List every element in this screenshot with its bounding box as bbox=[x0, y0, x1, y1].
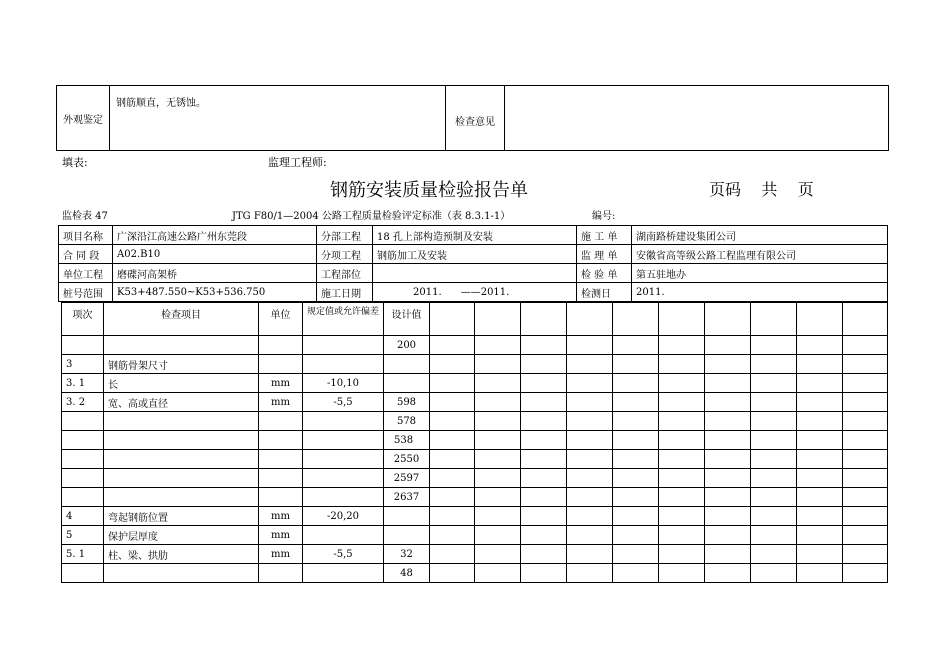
measure-cell[interactable] bbox=[705, 469, 751, 488]
info-value[interactable]: K53+487.550~K53+536.750 bbox=[113, 283, 317, 302]
info-value[interactable] bbox=[373, 264, 577, 283]
header-item: 检查项目 bbox=[104, 303, 259, 336]
measure-cell[interactable] bbox=[797, 412, 843, 431]
header-design: 设计值 bbox=[384, 303, 430, 336]
info-row bbox=[59, 283, 888, 302]
measure-cell[interactable] bbox=[430, 431, 475, 450]
row-unit: mm bbox=[259, 526, 303, 545]
appearance-box bbox=[56, 85, 889, 151]
measure-cell[interactable] bbox=[797, 545, 843, 564]
standard-reference: JTG F80/1—2004 公路工程质量检验评定标准（表 8.3.1-1） bbox=[232, 211, 511, 222]
table-row bbox=[62, 431, 888, 450]
row-number: 4 bbox=[62, 507, 104, 526]
measure-cell[interactable] bbox=[843, 431, 888, 450]
measure-cell[interactable] bbox=[659, 488, 705, 507]
measure-cell[interactable] bbox=[567, 526, 613, 545]
row-number: 3 bbox=[62, 355, 104, 374]
measure-cell[interactable] bbox=[567, 431, 613, 450]
measure-cell[interactable] bbox=[430, 564, 475, 583]
row-tolerance bbox=[303, 564, 384, 583]
measure-cell[interactable] bbox=[613, 393, 659, 412]
info-value[interactable]: A02.B10 bbox=[113, 245, 317, 264]
row-number: 3. 2 bbox=[62, 393, 104, 412]
row-tolerance bbox=[303, 469, 384, 488]
measure-cell[interactable] bbox=[705, 393, 751, 412]
measure-cell[interactable] bbox=[430, 450, 475, 469]
measure-cell[interactable] bbox=[843, 303, 888, 336]
row-item bbox=[104, 450, 259, 469]
row-number bbox=[62, 564, 104, 583]
measure-cell[interactable] bbox=[567, 355, 613, 374]
measure-cell[interactable] bbox=[843, 450, 888, 469]
measure-cell[interactable] bbox=[843, 355, 888, 374]
info-label: 监 理 单 bbox=[577, 245, 632, 264]
measure-cell[interactable] bbox=[430, 469, 475, 488]
row-tolerance bbox=[303, 431, 384, 450]
serial-number-label: 编号: bbox=[592, 211, 616, 222]
inspection-table bbox=[61, 302, 888, 583]
table-row bbox=[62, 526, 888, 545]
measure-cell[interactable] bbox=[613, 412, 659, 431]
row-unit bbox=[259, 469, 303, 488]
measure-cell[interactable] bbox=[567, 336, 613, 355]
row-unit bbox=[259, 488, 303, 507]
row-item: 钢筋骨架尺寸 bbox=[104, 355, 259, 374]
measure-cell[interactable] bbox=[613, 355, 659, 374]
measure-cell[interactable] bbox=[430, 336, 475, 355]
row-unit: mm bbox=[259, 393, 303, 412]
table-row bbox=[62, 488, 888, 507]
info-label: 分部工程 bbox=[317, 226, 373, 245]
measure-cell[interactable] bbox=[751, 374, 797, 393]
measure-cell[interactable] bbox=[751, 469, 797, 488]
opinion-value[interactable] bbox=[505, 86, 889, 151]
info-label: 单位工程 bbox=[59, 264, 113, 283]
measure-cell[interactable] bbox=[751, 450, 797, 469]
row-design-value bbox=[384, 374, 430, 393]
row-design-value bbox=[384, 507, 430, 526]
info-label: 检测日 bbox=[577, 283, 632, 302]
measure-cell[interactable] bbox=[567, 469, 613, 488]
measure-cell[interactable] bbox=[843, 507, 888, 526]
info-value[interactable]: 钢筋加工及安装 bbox=[373, 245, 577, 264]
row-number bbox=[62, 469, 104, 488]
measure-cell[interactable] bbox=[659, 412, 705, 431]
measure-cell[interactable] bbox=[521, 393, 567, 412]
row-tolerance bbox=[303, 526, 384, 545]
measure-cell[interactable] bbox=[797, 393, 843, 412]
row-unit: mm bbox=[259, 507, 303, 526]
measure-cell[interactable] bbox=[430, 374, 475, 393]
row-number: 3. 1 bbox=[62, 374, 104, 393]
measure-cell[interactable] bbox=[475, 450, 521, 469]
measure-cell[interactable] bbox=[797, 355, 843, 374]
measure-cell[interactable] bbox=[797, 488, 843, 507]
measure-cell[interactable] bbox=[659, 507, 705, 526]
measure-cell[interactable] bbox=[659, 469, 705, 488]
measure-cell[interactable] bbox=[659, 374, 705, 393]
row-unit bbox=[259, 450, 303, 469]
measure-cell[interactable] bbox=[430, 507, 475, 526]
measure-cell[interactable] bbox=[475, 393, 521, 412]
measure-cell[interactable] bbox=[751, 488, 797, 507]
engineer-label: 监理工程师: bbox=[268, 156, 327, 169]
measure-cell[interactable] bbox=[521, 355, 567, 374]
measure-cell[interactable] bbox=[705, 526, 751, 545]
measure-cell[interactable] bbox=[567, 545, 613, 564]
info-row bbox=[59, 226, 888, 245]
row-item bbox=[104, 336, 259, 355]
measure-cell[interactable] bbox=[475, 469, 521, 488]
info-row bbox=[59, 245, 888, 264]
row-number bbox=[62, 412, 104, 431]
measure-cell[interactable] bbox=[843, 412, 888, 431]
measure-cell[interactable] bbox=[843, 469, 888, 488]
row-item bbox=[104, 412, 259, 431]
row-tolerance bbox=[303, 488, 384, 507]
measure-cell[interactable] bbox=[659, 393, 705, 412]
page-number-label: 页码 共 页 bbox=[709, 180, 814, 199]
measure-cell[interactable] bbox=[843, 336, 888, 355]
row-item: 弯起钢筋位置 bbox=[104, 507, 259, 526]
info-label: 工程部位 bbox=[317, 264, 373, 283]
table-row bbox=[62, 564, 888, 583]
measure-cell[interactable] bbox=[521, 303, 567, 336]
header-tolerance: 规定值或允许偏差 bbox=[303, 303, 384, 336]
row-design-value: 200 bbox=[384, 336, 430, 355]
row-design-value: 2550 bbox=[384, 450, 430, 469]
measure-cell[interactable] bbox=[705, 355, 751, 374]
info-label: 桩号范围 bbox=[59, 283, 113, 302]
table-row bbox=[62, 450, 888, 469]
measure-cell[interactable] bbox=[430, 355, 475, 374]
measure-cell[interactable] bbox=[705, 507, 751, 526]
info-label: 检 验 单 bbox=[577, 264, 632, 283]
measure-cell[interactable] bbox=[567, 488, 613, 507]
measure-cell[interactable] bbox=[613, 431, 659, 450]
measure-cell[interactable] bbox=[751, 355, 797, 374]
measure-cell[interactable] bbox=[797, 564, 843, 583]
measure-cell[interactable] bbox=[659, 450, 705, 469]
measure-cell[interactable] bbox=[705, 545, 751, 564]
header-unit: 单位 bbox=[259, 303, 303, 336]
row-design-value: 2637 bbox=[384, 488, 430, 507]
measure-cell[interactable] bbox=[567, 412, 613, 431]
row-unit: mm bbox=[259, 545, 303, 564]
measure-cell[interactable] bbox=[843, 488, 888, 507]
measure-cell[interactable] bbox=[521, 469, 567, 488]
filler-label: 填表: bbox=[62, 156, 88, 169]
info-value[interactable]: 磨碟河高架桥 bbox=[113, 264, 317, 283]
measure-cell[interactable] bbox=[521, 507, 567, 526]
measure-cell[interactable] bbox=[613, 450, 659, 469]
measure-cell[interactable] bbox=[751, 393, 797, 412]
measure-cell[interactable] bbox=[475, 564, 521, 583]
row-item: 柱、梁、拱肋 bbox=[104, 545, 259, 564]
measure-cell[interactable] bbox=[521, 564, 567, 583]
measure-cell[interactable] bbox=[521, 450, 567, 469]
measure-cell[interactable] bbox=[521, 374, 567, 393]
row-number bbox=[62, 336, 104, 355]
measure-cell[interactable] bbox=[797, 526, 843, 545]
measure-cell[interactable] bbox=[843, 526, 888, 545]
measure-cell[interactable] bbox=[659, 355, 705, 374]
row-number bbox=[62, 488, 104, 507]
measure-cell[interactable] bbox=[521, 545, 567, 564]
measure-cell[interactable] bbox=[567, 507, 613, 526]
measure-cell[interactable] bbox=[705, 303, 751, 336]
row-item: 长 bbox=[104, 374, 259, 393]
info-label: 分项工程 bbox=[317, 245, 373, 264]
row-unit bbox=[259, 564, 303, 583]
row-number: 5 bbox=[62, 526, 104, 545]
measure-cell[interactable] bbox=[797, 336, 843, 355]
measure-cell[interactable] bbox=[521, 488, 567, 507]
info-label: 施 工 单 bbox=[577, 226, 632, 245]
measure-cell[interactable] bbox=[751, 431, 797, 450]
measure-cell[interactable] bbox=[843, 564, 888, 583]
measure-cell[interactable] bbox=[475, 355, 521, 374]
measure-cell[interactable] bbox=[430, 393, 475, 412]
measure-cell[interactable] bbox=[797, 374, 843, 393]
row-tolerance bbox=[303, 450, 384, 469]
measure-cell[interactable] bbox=[751, 303, 797, 336]
measure-cell[interactable] bbox=[705, 488, 751, 507]
row-unit bbox=[259, 431, 303, 450]
row-tolerance: -5,5 bbox=[303, 393, 384, 412]
row-tolerance: -5,5 bbox=[303, 545, 384, 564]
measure-cell[interactable] bbox=[613, 526, 659, 545]
header-no: 项次 bbox=[62, 303, 104, 336]
row-item: 保护层厚度 bbox=[104, 526, 259, 545]
row-design-value: 48 bbox=[384, 564, 430, 583]
row-item bbox=[104, 488, 259, 507]
measure-cell[interactable] bbox=[613, 545, 659, 564]
measure-cell[interactable] bbox=[613, 488, 659, 507]
table-row bbox=[62, 545, 888, 564]
row-number: 5. 1 bbox=[62, 545, 104, 564]
measure-cell[interactable] bbox=[843, 374, 888, 393]
measure-cell[interactable] bbox=[475, 303, 521, 336]
measure-cell[interactable] bbox=[659, 431, 705, 450]
measure-cell[interactable] bbox=[475, 507, 521, 526]
opinion-label: 检查意见 bbox=[446, 86, 505, 151]
measure-cell[interactable] bbox=[475, 336, 521, 355]
measure-cell[interactable] bbox=[430, 488, 475, 507]
appearance-text: 钢筋顺直，无锈蚀。 bbox=[110, 86, 446, 151]
row-item: 宽、高或直径 bbox=[104, 393, 259, 412]
row-unit bbox=[259, 336, 303, 355]
measure-cell[interactable] bbox=[797, 450, 843, 469]
table-row bbox=[62, 374, 888, 393]
row-design-value bbox=[384, 526, 430, 545]
measure-cell[interactable] bbox=[705, 431, 751, 450]
measure-cell[interactable] bbox=[705, 336, 751, 355]
measure-cell[interactable] bbox=[430, 412, 475, 431]
info-label: 合 同 段 bbox=[59, 245, 113, 264]
measure-cell[interactable] bbox=[751, 526, 797, 545]
appearance-label: 外观鉴定 bbox=[57, 86, 110, 151]
row-design-value: 598 bbox=[384, 393, 430, 412]
info-label: 施工日期 bbox=[317, 283, 373, 302]
page-title: 钢筋安装质量检验报告单 bbox=[330, 180, 528, 201]
table-header-row bbox=[62, 303, 888, 336]
measure-cell[interactable] bbox=[430, 303, 475, 336]
table-row bbox=[62, 469, 888, 488]
measure-cell[interactable] bbox=[843, 393, 888, 412]
measure-cell[interactable] bbox=[613, 564, 659, 583]
measure-cell[interactable] bbox=[659, 336, 705, 355]
info-value[interactable]: 第五驻地办 bbox=[632, 264, 888, 283]
measure-cell[interactable] bbox=[705, 374, 751, 393]
measure-cell[interactable] bbox=[521, 336, 567, 355]
row-item bbox=[104, 431, 259, 450]
info-value[interactable]: 18 孔上部构造预制及安装 bbox=[373, 226, 577, 245]
row-unit bbox=[259, 355, 303, 374]
measure-cell[interactable] bbox=[475, 374, 521, 393]
measure-cell[interactable] bbox=[659, 303, 705, 336]
measure-cell[interactable] bbox=[751, 336, 797, 355]
measure-cell[interactable] bbox=[751, 545, 797, 564]
table-row bbox=[62, 355, 888, 374]
row-design-value: 2597 bbox=[384, 469, 430, 488]
row-design-value: 578 bbox=[384, 412, 430, 431]
measure-cell[interactable] bbox=[613, 303, 659, 336]
measure-cell[interactable] bbox=[613, 336, 659, 355]
measure-cell[interactable] bbox=[475, 488, 521, 507]
measure-cell[interactable] bbox=[751, 564, 797, 583]
measure-cell[interactable] bbox=[613, 469, 659, 488]
measure-cell[interactable] bbox=[705, 564, 751, 583]
measure-cell[interactable] bbox=[751, 412, 797, 431]
table-row bbox=[62, 336, 888, 355]
measure-cell[interactable] bbox=[659, 564, 705, 583]
table-row bbox=[62, 507, 888, 526]
table-row bbox=[62, 393, 888, 412]
measure-cell[interactable] bbox=[843, 545, 888, 564]
project-info-table bbox=[58, 225, 888, 302]
info-label: 项目名称 bbox=[59, 226, 113, 245]
row-unit: mm bbox=[259, 374, 303, 393]
form-number: 监检表 47 bbox=[62, 211, 108, 222]
measure-cell[interactable] bbox=[521, 412, 567, 431]
row-tolerance: -10,10 bbox=[303, 374, 384, 393]
info-value[interactable]: 2011. ——2011. bbox=[373, 283, 577, 302]
row-tolerance: -20,20 bbox=[303, 507, 384, 526]
measure-cell[interactable] bbox=[797, 469, 843, 488]
measure-cell[interactable] bbox=[659, 545, 705, 564]
measure-cell[interactable] bbox=[797, 431, 843, 450]
measure-cell[interactable] bbox=[567, 374, 613, 393]
measure-cell[interactable] bbox=[521, 526, 567, 545]
info-value[interactable]: 广深沿江高速公路广州东莞段 bbox=[113, 226, 317, 245]
measure-cell[interactable] bbox=[797, 303, 843, 336]
row-unit bbox=[259, 412, 303, 431]
measure-cell[interactable] bbox=[475, 545, 521, 564]
measure-cell[interactable] bbox=[797, 507, 843, 526]
measure-cell[interactable] bbox=[521, 431, 567, 450]
row-tolerance bbox=[303, 412, 384, 431]
measure-cell[interactable] bbox=[613, 374, 659, 393]
measure-cell[interactable] bbox=[567, 393, 613, 412]
row-tolerance bbox=[303, 336, 384, 355]
measure-cell[interactable] bbox=[751, 507, 797, 526]
measure-cell[interactable] bbox=[659, 526, 705, 545]
measure-cell[interactable] bbox=[430, 545, 475, 564]
measure-cell[interactable] bbox=[567, 303, 613, 336]
info-value[interactable]: 湖南路桥建设集团公司 bbox=[632, 226, 888, 245]
row-design-value bbox=[384, 355, 430, 374]
row-design-value: 538 bbox=[384, 431, 430, 450]
row-item bbox=[104, 469, 259, 488]
measure-cell[interactable] bbox=[475, 526, 521, 545]
measure-cell[interactable] bbox=[475, 431, 521, 450]
measure-cell[interactable] bbox=[567, 450, 613, 469]
measure-cell[interactable] bbox=[430, 526, 475, 545]
measure-cell[interactable] bbox=[567, 564, 613, 583]
table-row bbox=[62, 412, 888, 431]
info-row bbox=[59, 264, 888, 283]
measure-cell[interactable] bbox=[475, 412, 521, 431]
row-number bbox=[62, 450, 104, 469]
info-value[interactable]: 安徽省高等级公路工程监理有限公司 bbox=[632, 245, 888, 264]
measure-cell[interactable] bbox=[705, 450, 751, 469]
row-item bbox=[104, 564, 259, 583]
row-number bbox=[62, 431, 104, 450]
measure-cell[interactable] bbox=[705, 412, 751, 431]
info-value[interactable]: 2011. bbox=[632, 283, 888, 302]
measure-cell[interactable] bbox=[613, 507, 659, 526]
row-tolerance bbox=[303, 355, 384, 374]
row-design-value: 32 bbox=[384, 545, 430, 564]
